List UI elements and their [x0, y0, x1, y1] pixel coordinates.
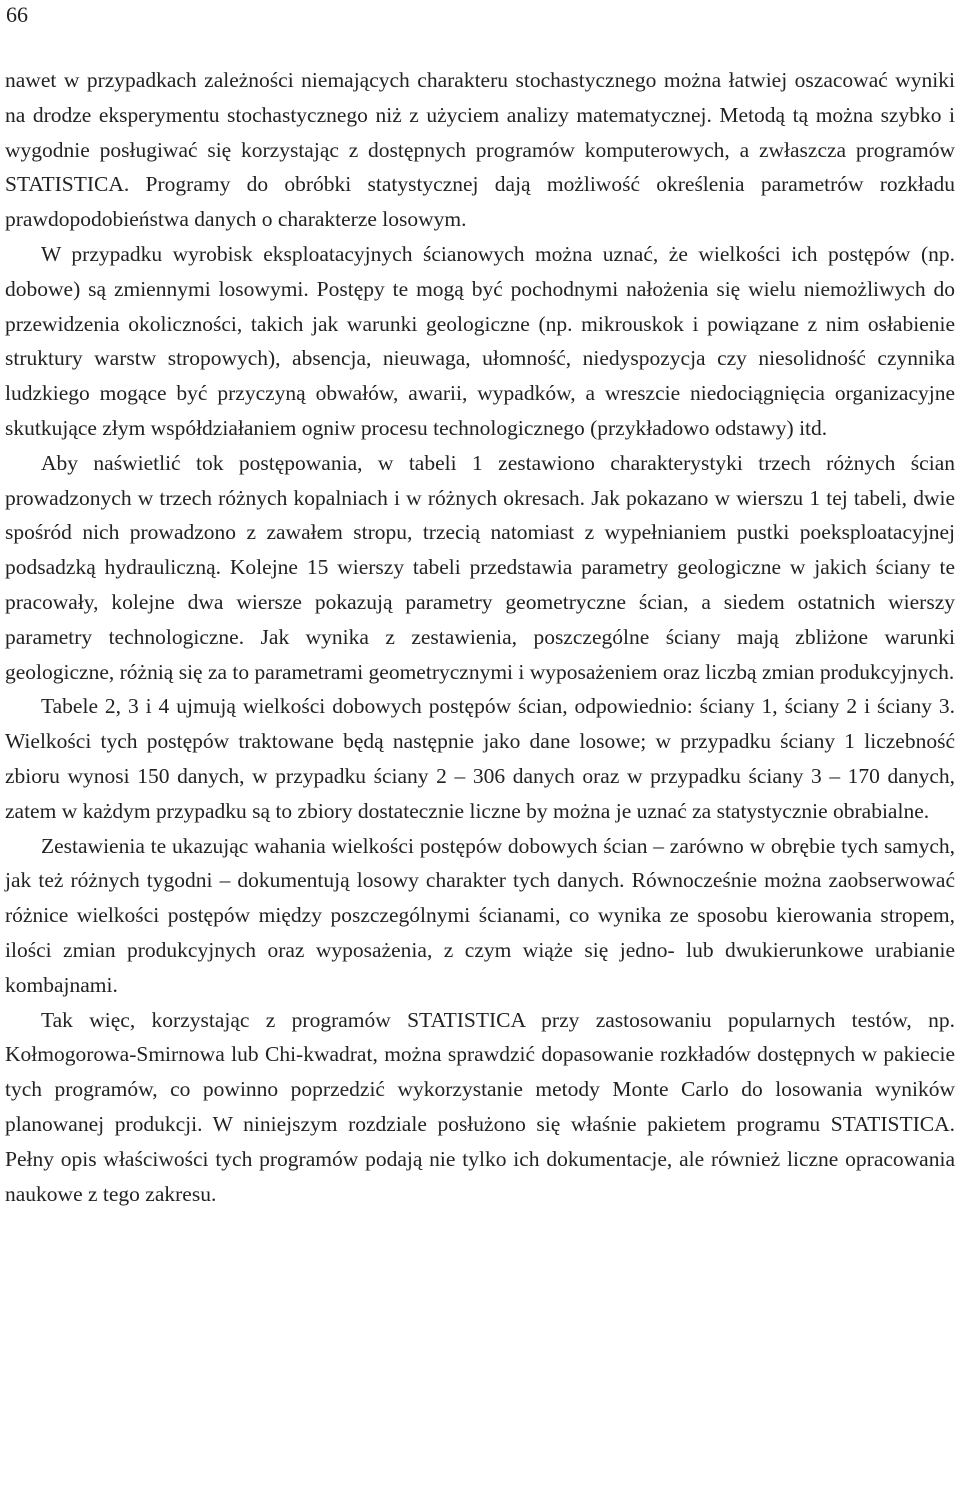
paragraph: Zestawienia te ukazując wahania wielkości postępów dobowych ścian – zarówno w obrębie tych samych, jak też różnych tygodni – dokumentują losowy charakter tych danych. Równocześnie można zaobserwować różnice wielkości postępów między poszczególnymi ścianami, co wynika ze sposobu kierowania stropem, ilości zmian produkcyjnych oraz wyposażenia, z czym wiąże się jedno- lub dwukierunkowe urabianie kombajnami. [5, 833, 955, 997]
paragraph: W przypadku wyrobisk eksploatacyjnych ścianowych można uznać, że wielkości ich postępów (np. dobowe) są zmiennymi losowymi. Postępy te mogą być pochodnymi nałożenia się wielu niemożliwych do przewidzenia okoliczności, takich jak warunki geologiczne (np. mikrouskok i powiązane z nim osłabienie struktury warstw stropowych), absencja, nieuwaga, ułomność, niedyspozycja czy niesolidność czynnika ludzkiego mogące być przyczyną obwałów, awarii, wypadków, a wreszcie niedociągnięcia organizacyjne skutkujące złym współdziałaniem ogniw procesu technologicznego (przykładowo odstawy) itd. [5, 241, 955, 440]
paragraph: Tabele 2, 3 i 4 ujmują wielkości dobowych postępów ścian, odpowiednio: ściany 1, ściany 2 i ściany 3. Wielkości tych postępów traktowane będą następnie jako dane losowe; w przypadku ściany 1 liczebność zbioru wynosi 150 danych, w przypadku ściany 2 – 306 danych oraz w przypadku ściany 3 – 170 danych, zatem w każdym przypadku są to zbiory dostatecznie liczne by można je uznać za statystycznie obrabialne. [5, 694, 955, 823]
paragraph: nawet w przypadkach zależności niemających charakteru stochastycznego można łatwiej oszacować wyniki na drodze eksperymentu stochastycznego niż z użyciem analizy matematycznej. Metodą tą można szybko i wygodnie posługiwać się korzystając z dostępnych programów komputerowych, a zwłaszcza programów STATISTICA. Programy do obróbki statystycznej dają możliwość określenia parametrów rozkładu prawdopodobieństwa danych o charakterze losowym. [5, 68, 955, 232]
paragraph: Tak więc, korzystając z programów STATISTICA przy zastosowaniu popularnych testów, np. Kołmogorowa-Smirnowa lub Chi-kwadrat, można sprawdzić dopasowanie rozkładów dostępnych w pakiecie tych programów, co powinno poprzedzić wykorzystanie metody Monte Carlo do losowania wyników planowanej produkcji. W niniejszym rozdziale posłużono się właśnie pakietem programu STATISTICA. Pełny opis właściwości tych programów podają nie tylko ich dokumentacje, ale również liczne opracowania naukowe z tego zakresu. [5, 1007, 955, 1206]
page-number: 66 [6, 2, 28, 27]
body-text [5, 63, 955, 1211]
paragraph: Aby naświetlić tok postępowania, w tabeli 1 zestawiono charakterystyki trzech różnych ścian prowadzonych w trzech różnych kopalniach i w różnych okresach. Jak pokazano w wierszu 1 tej tabeli, dwie spośród nich prowadzono z zawałem stropu, trzecią natomiast z wypełnianiem pustki poeksploatacyjnej podsadzką hydrauliczną. Kolejne 15 wierszy tabeli przedstawia parametry geologiczne w jakich ściany te pracowały, kolejne dwa wiersze pokazują parametry geometryczne ścian, a siedem ostatnich wierszy parametry technologiczne. Jak wynika z zestawienia, poszczególne ściany mają zbliżone warunki geologiczne, różnią się za to parametrami geometrycznymi i wyposażeniem oraz liczbą zmian produkcyjnych. [5, 450, 955, 684]
